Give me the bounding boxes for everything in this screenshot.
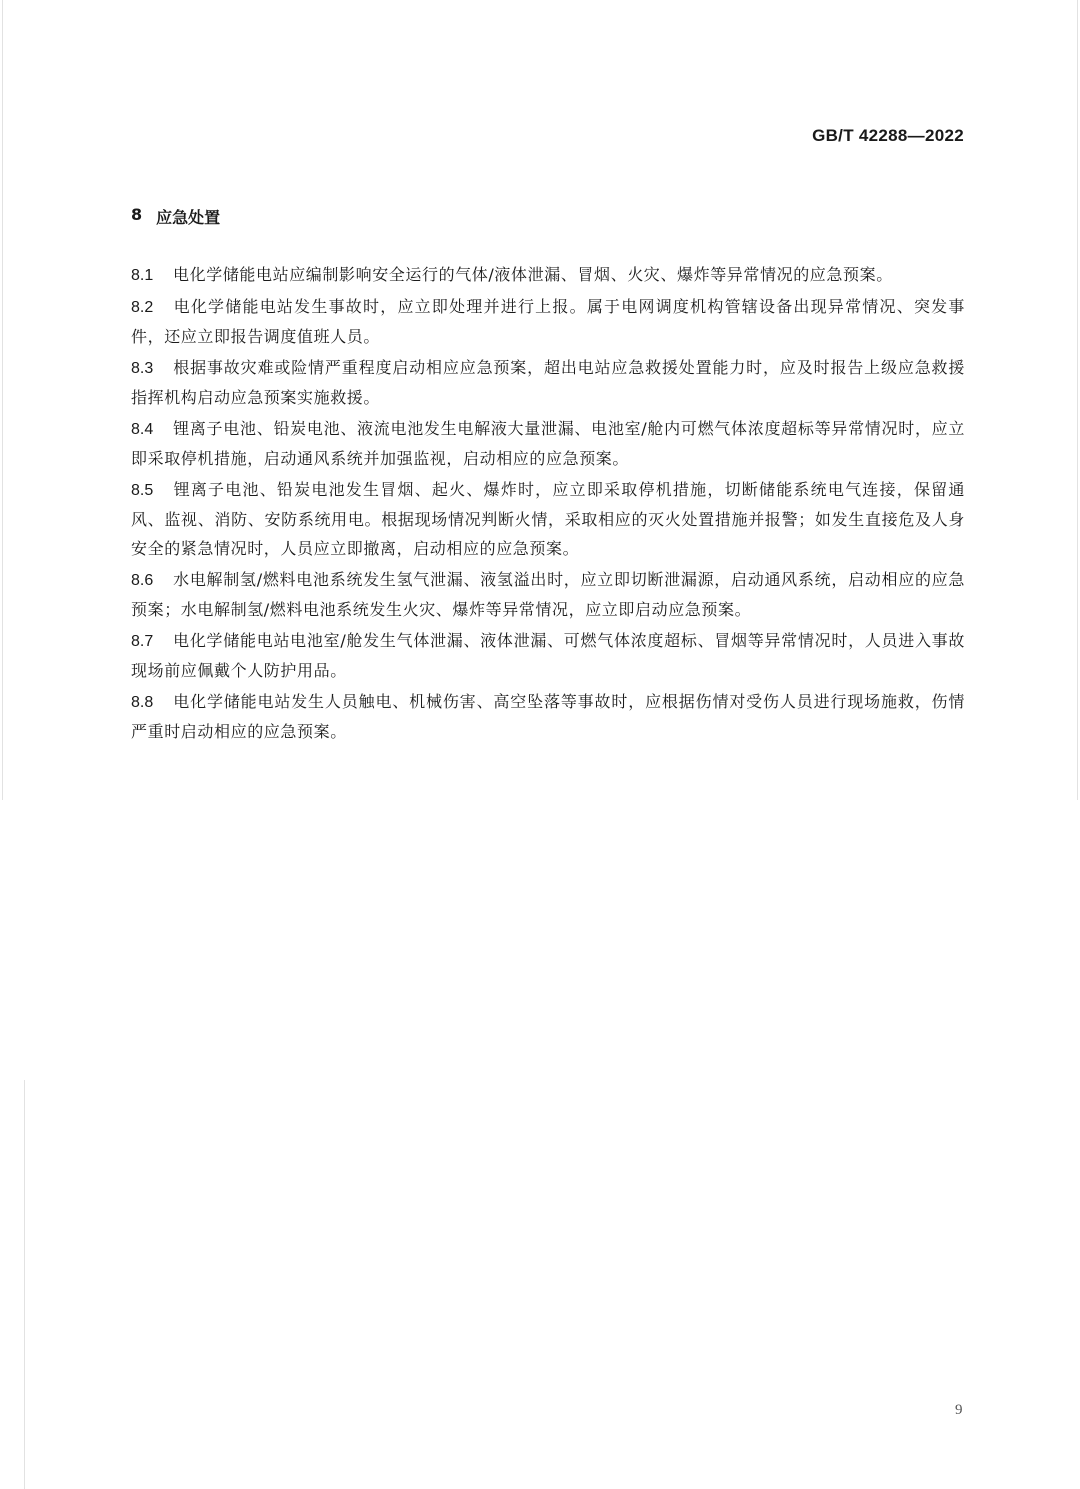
clause-8-8 [131, 687, 965, 746]
clause-text: 电化学储能电站应编制影响安全运行的气体/液体泄漏、冒烟、火灾、爆炸等异常情况的应急预案。 [173, 265, 893, 284]
clause-8-6 [131, 565, 965, 624]
section-heading [131, 205, 220, 228]
clause-number: 8.7 [131, 633, 154, 650]
clause-text: 锂离子电池、铅炭电池、液流电池发生电解液大量泄漏、电池室/舱内可燃气体浓度超标等异常情况时，应立即采取停机措施，启动通风系统并加强监视，启动相应的应急预案。 [131, 419, 965, 468]
standard-code: GB/T 42288—2022 [812, 126, 964, 145]
clause-number: 8.8 [131, 694, 154, 711]
clause-list [131, 260, 965, 748]
clause-8-2 [131, 292, 965, 351]
page-edge-left-lower [24, 1080, 25, 1489]
clause-8-5 [131, 475, 965, 563]
page-number: 9 [955, 1402, 963, 1418]
section-title: 应急处置 [156, 208, 221, 227]
clause-number: 8.1 [131, 267, 154, 284]
clause-number: 8.4 [131, 421, 154, 438]
clause-text: 锂离子电池、铅炭电池发生冒烟、起火、爆炸时，应立即采取停机措施，切断储能系统电气连接，保留通风、监视、消防、安防系统用电。根据现场情况判断火情，采取相应的灭火处置措施并报警；如发生直接危及人身安全的紧急情况时，人员应立即撤离，启动相应的应急预案。 [131, 480, 965, 558]
clause-number: 8.2 [131, 299, 154, 316]
clause-text: 电化学储能电站发生事故时，应立即处理并进行上报。属于电网调度机构管辖设备出现异常情况、突发事件，还应立即报告调度值班人员。 [131, 297, 965, 346]
clause-8-4 [131, 414, 965, 473]
clause-8-7 [131, 626, 965, 685]
clause-number: 8.3 [131, 360, 154, 377]
clause-number: 8.6 [131, 572, 154, 589]
clause-8-1 [131, 260, 965, 290]
section-number: 8 [131, 205, 143, 224]
clause-8-3 [131, 353, 965, 412]
page-edge-right [1077, 0, 1078, 800]
clause-text: 电化学储能电站电池室/舱发生气体泄漏、液体泄漏、可燃气体浓度超标、冒烟等异常情况时，人员进入事故现场前应佩戴个人防护用品。 [131, 631, 965, 680]
page-edge-left [2, 0, 3, 800]
clause-text: 根据事故灾难或险情严重程度启动相应应急预案，超出电站应急救援处置能力时，应及时报告上级应急救援指挥机构启动应急预案实施救援。 [131, 358, 965, 407]
clause-number: 8.5 [131, 482, 154, 499]
clause-text: 水电解制氢/燃料电池系统发生氢气泄漏、液氢溢出时，应立即切断泄漏源，启动通风系统，启动相应的应急预案；水电解制氢/燃料电池系统发生火灾、爆炸等异常情况，应立即启动应急预案。 [131, 570, 965, 619]
clause-text: 电化学储能电站发生人员触电、机械伤害、高空坠落等事故时，应根据伤情对受伤人员进行现场施救，伤情严重时启动相应的应急预案。 [131, 692, 965, 741]
